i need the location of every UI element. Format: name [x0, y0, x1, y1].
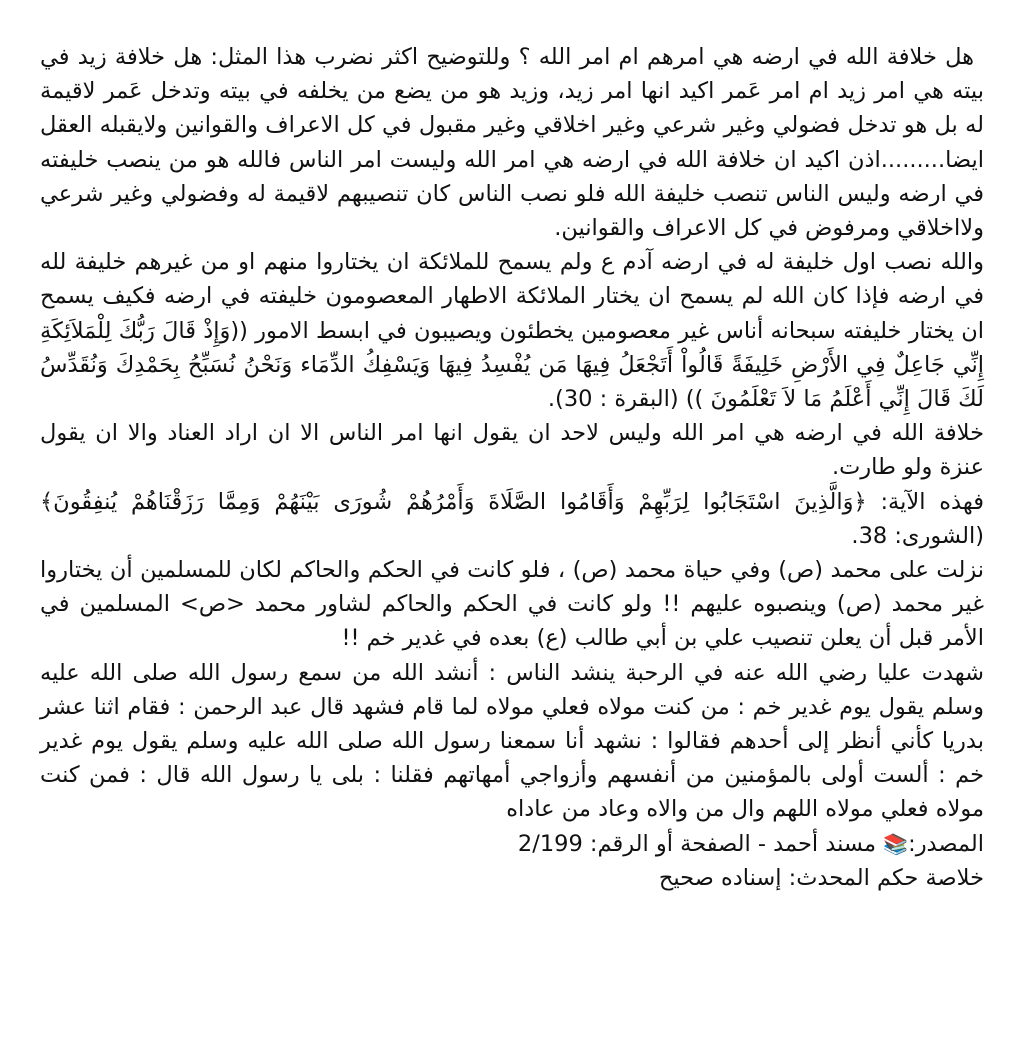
paragraph-caliphate-conclusion: خلافة الله في ارضه هي امر الله وليس لاحد ان يقول انها امر الناس الا ان اراد العناد والا ان يقول عنزة ولو طارت. [40, 420, 984, 481]
source-citation [40, 827, 984, 861]
paragraph-ghadir-hadith: شهدت عليا رضي الله عنه في الرحبة ينشد الناس : أنشد الله من سمع رسول الله صلى الله عليه وسلم يقول يوم غدير خم : من كنت مولاه فعلي مولاه لما قام فشهد قال عبد الرحمن : فقام اثنا عشر بدريا كأني أنظر إلى أحدهم فقالوا : نشهد أنا سمعنا رسول الله صلى الله عليه وسلم يقول يوم غدير خم : ألست أولى بالمؤمنين من أنفسهم وأزواجي أمهاتهم فقلنا : بلى يا رسول الله قال : فمن كنت مولاه فعلي مولاه اللهم وال من والاه وعاد من عاداه [40, 659, 984, 823]
source-label: المصدر: [908, 830, 984, 857]
source-text: مسند أحمد - الصفحة أو الرقم: 2/199 [517, 830, 877, 857]
paragraph-shura-verse: فهذه الآية: ﴿وَالَّذِينَ اسْتَجَابُوا لِرَبِّهِمْ وَأَقَامُوا الصَّلَاةَ وَأَمْرُهُمْ شُورَى بَيْنَهُمْ وَمِمَّا رَزَقْنَاهُمْ يُنفِقُونَ﴾ (الشورى: 38. [40, 488, 984, 549]
article-body [40, 40, 984, 895]
paragraph-adam-caliph: والله نصب اول خليفة له في ارضه آدم ع ولم يسمح للملائكة ان يختاروا منهم او من غيرهم خليفة لله في ارضه فإذا كان الله لم يسمح ان يختار الملائكة الاطهار المعصومون خليفته في ارضه فكيف يسمح ان يختار خليفته سبحانه أناس غير معصومين يخطئون ويصيبون في ابسط الامور ((وَإِذْ قَالَ رَبُّكَ لِلْمَلاَئِكَةِ إِنِّي جَاعِلٌ فِي الأَرْضِ خَلِيفَةً قَالُواْ أَتَجْعَلُ فِيهَا مَن يُفْسِدُ فِيهَا وَيَسْفِكُ الدِّمَاء وَنَحْنُ نُسَبِّحُ بِحَمْدِكَ وَنُقَدِّسُ لَكَ قَالَ إِنِّي أَعْلَمُ مَا لاَ تَعْلَمُونَ )) (البقرة : 30). [40, 249, 984, 413]
books-icon: 📚 [883, 831, 909, 856]
paragraph-verse-context: نزلت على محمد (ص) وفي حياة محمد (ص) ، فلو كانت في الحكم والحاكم لكان للمسلمين أن يختاروا غير محمد (ص) وينصبوه عليهم !! ولو كانت في الحكم والحاكم لشاور محمد <ص> المسلمين في الأمر قبل أن يعلن تنصيب علي بن أبي طالب (ع) بعده في غدير خم !! [40, 557, 984, 652]
hadith-ruling: خلاصة حكم المحدث: إسناده صحيح [658, 864, 984, 891]
paragraph-caliphate-question: هل خلافة الله في ارضه هي امرهم ام امر الله ؟ وللتوضيح اكثر نضرب هذا المثل: هل خلافة زيد في بيته هي امر زيد ام امر عَمر اكيد انها امر زيد، وزيد هو من يضع من يخلفه في بيته وتدخل عَمر لاقيمة له بل هو تدخل فضولي وغير شرعي وغير اخلاقي وغير مقبول في كل الاعراف والقوانين ولايقبله العقل ايضا.........اذن اكيد ان خلافة الله في ارضه هي امر الله وليست امر الناس فالله هو من ينصب خليفته في ارضه وليس الناس تنصب خليفة الله فلو نصب الناس كان تنصيبهم لاقيمة له وفضولي وغير شرعي ولااخلاقي ومرفوض في كل الاعراف والقوانين. [40, 44, 984, 242]
